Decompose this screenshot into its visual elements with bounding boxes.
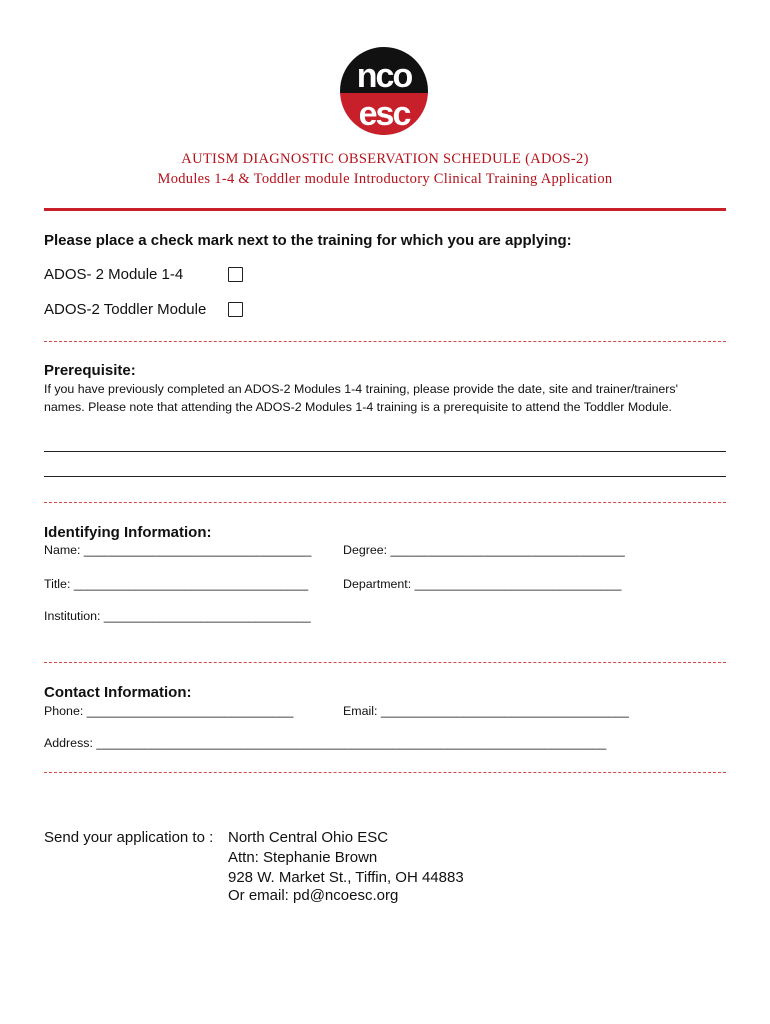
send-org: North Central Ohio ESC (228, 829, 389, 846)
phone-field[interactable]: Phone: ______________________________ (44, 704, 294, 718)
identifying-heading: Identifying Information: (44, 524, 212, 541)
institution-field[interactable]: Institution: ______________________________ (44, 609, 311, 623)
option-label-toddler: ADOS-2 Toddler Module (44, 301, 207, 318)
training-heading: Please place a check mark next to the training for which you are applying: (44, 232, 572, 249)
document-title: AUTISM DIAGNOSTIC OBSERVATION SCHEDULE (ADOS-2) (181, 151, 589, 167)
section-divider (44, 662, 726, 663)
checkbox-toddler-module[interactable] (228, 302, 243, 317)
logo-text-bottom: esc (358, 95, 410, 133)
section-divider (44, 341, 726, 342)
title-field[interactable]: Title: __________________________________ (44, 577, 309, 591)
department-field[interactable]: Department: ______________________________ (343, 577, 622, 591)
section-divider (44, 502, 726, 503)
section-divider (44, 772, 726, 773)
prerequisite-answer-line-2[interactable] (44, 476, 726, 477)
option-label-module-1-4: ADOS- 2 Module 1-4 (44, 266, 184, 283)
email-field[interactable]: Email: ____________________________________ (343, 704, 629, 718)
send-label: Send your application to : (44, 829, 214, 846)
name-field[interactable]: Name: _________________________________ (44, 543, 312, 557)
prerequisite-heading: Prerequisite: (44, 362, 136, 379)
prerequisite-text-line2: names. Please note that attending the ADOS-2 Modules 1-4 training is a prerequisite to attend the Toddler Module. (44, 400, 672, 414)
prerequisite-text-line1: If you have previously completed an ADOS-2 Modules 1-4 training, please provide the date, site and trainer/trainers' (44, 382, 678, 396)
title-divider (44, 208, 726, 211)
logo-text-top: nco (356, 57, 412, 95)
ncoesc-logo (340, 47, 428, 135)
prerequisite-answer-line-1[interactable] (44, 451, 726, 452)
address-field[interactable]: Address: __________________________________________________________________________ (44, 736, 607, 750)
degree-field[interactable]: Degree: __________________________________ (343, 543, 625, 557)
document-subtitle: Modules 1-4 & Toddler module Introductory Clinical Training Application (157, 171, 613, 187)
contact-heading: Contact Information: (44, 684, 192, 701)
send-attn: Attn: Stephanie Brown (228, 849, 378, 866)
send-street: 928 W. Market St., Tiffin, OH 44883 (228, 869, 464, 886)
send-email: Or email: pd@ncoesc.org (228, 887, 399, 904)
checkbox-module-1-4[interactable] (228, 267, 243, 282)
